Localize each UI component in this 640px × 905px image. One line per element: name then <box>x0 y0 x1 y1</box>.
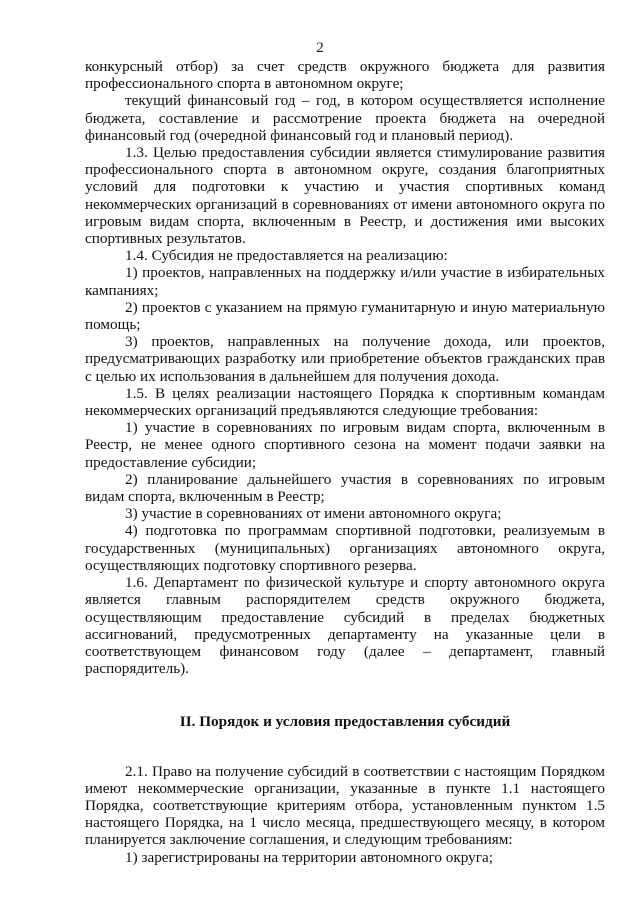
page-number: 2 <box>316 40 324 56</box>
paragraph: 1.4. Субсидия не предоставляется на реализацию: <box>125 247 448 265</box>
paragraph: 4) подготовка по программам спортивной подготовки, реализуемым в государственных (муниципальных) организациях автономного округа, осуществляющих подготовку спортивного резерва. <box>85 522 605 574</box>
paragraph: 3) участие в соревнованиях от имени автономного округа; <box>125 505 502 523</box>
paragraph: 1) участие в соревнованиях по игровым видам спорта, включенным в Реестр, не менее одного спортивного сезона на момент подачи заявки на предоставление субсидии; <box>85 419 605 471</box>
paragraph: конкурсный отбор) за счет средств окружного бюджета для развития профессионального спорта в автономном округе; <box>85 58 605 93</box>
section-heading: II. Порядок и условия предоставления субсидий <box>179 713 511 731</box>
paragraph: 1.5. В целях реализации настоящего Порядка к спортивным командам некоммерческих организаций предъявляются следующие требования: <box>85 384 605 420</box>
paragraph: 1.6. Департамент по физической культуре и спорту автономного округа является главным распорядителем средств окружного бюджета, осуществляющим предоставление субсидий в пределах бюджетных ассигнований, предусмотренных департаменту на указанные цели в соответствующем финансовом году (далее – департамент, главный распорядитель). <box>85 574 605 678</box>
paragraph: 3) проектов, направленных на получение дохода, или проектов, предусматривающих разработку или приобретение объектов гражданских прав с целью их использования в дальнейшем для получения дохода. <box>85 333 605 385</box>
paragraph: 1) проектов, направленных на поддержку и/или участие в избирательных кампаниях; <box>85 264 605 299</box>
paragraph: текущий финансовый год – год, в котором осуществляется исполнение бюджета, составление и рассмотрение проекта бюджета на очередной финансовый год (очередной финансовый год и плановый период). <box>85 92 605 144</box>
paragraph: 1) зарегистрированы на территории автономного округа; <box>125 848 493 866</box>
paragraph: 1.3. Целью предоставления субсидии является стимулирование развития профессионального спорта в автономном округе, создания благоприятных условий для подготовки к участию и участия спортивных команд некоммерческих организаций в соревнованиях от имени автономного округа по игровым видам спорта, включенным в Реестр, и достижения ими высоких спортивных результатов. <box>85 144 605 248</box>
paragraph: 2) проектов с указанием на прямую гуманитарную и иную материальную помощь; <box>85 298 605 334</box>
paragraph: 2.1. Право на получение субсидий в соответствии с настоящим Порядком имеют некоммерческие организации, указанные в пункте 1.1 настоящего Порядка, соответствующие критериям отбора, установленным пунктом 1.5 настоящего Порядка, на 1 число месяца, предшествующего месяцу, в котором планируется заключение соглашения, и следующим требованиям: <box>85 762 605 849</box>
document-body <box>85 58 605 866</box>
paragraph: 2) планирование дальнейшего участия в соревнованиях по игровым видам спорта, включенным в Реестр; <box>85 470 605 506</box>
